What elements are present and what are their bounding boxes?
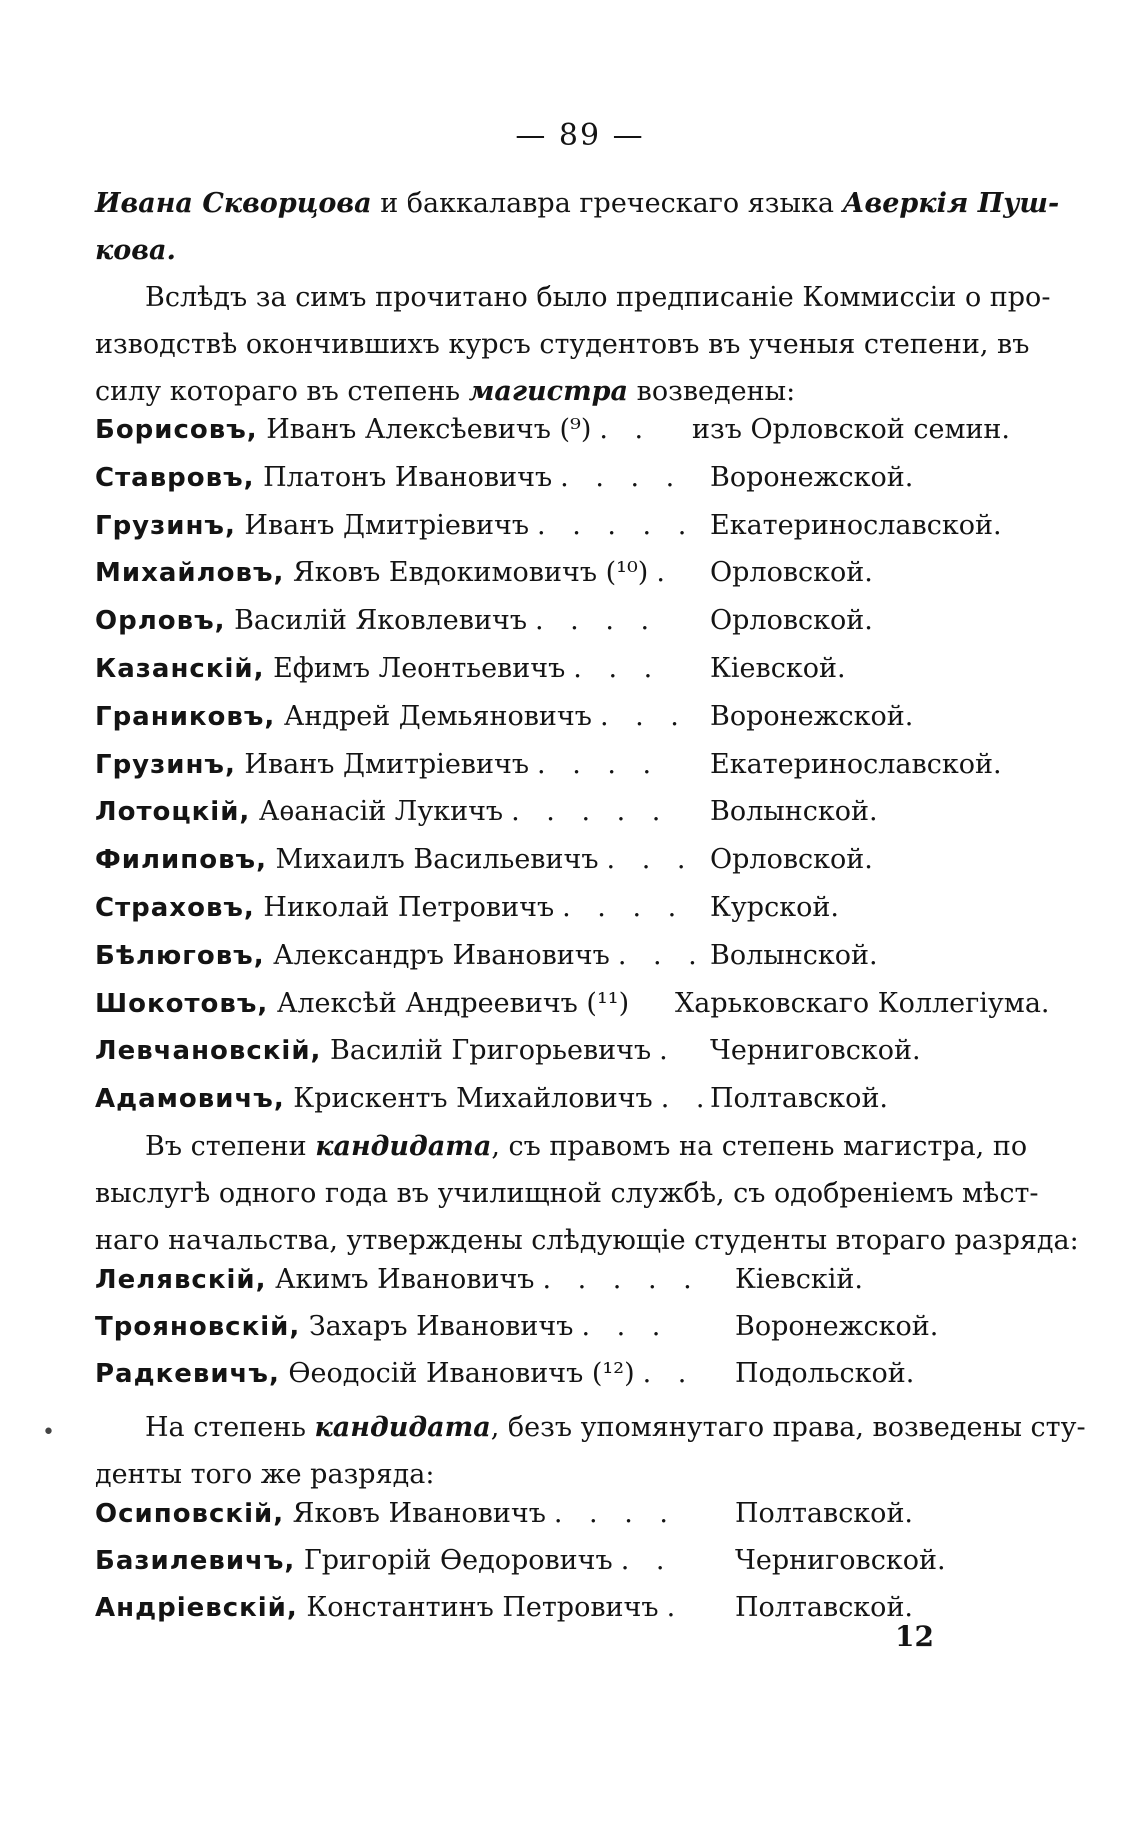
surname: Бѣлюговъ,: [95, 940, 265, 971]
intro-name-1: Ивана Скворцова: [95, 188, 372, 219]
place-of-origin: Подольской.: [735, 1358, 915, 1389]
place-of-origin: Полтавской.: [735, 1592, 914, 1623]
given-name: Ѳеодосій Ивановичъ (¹²): [279, 1358, 635, 1389]
list-entry: [95, 1498, 1075, 1544]
list-entry: [95, 796, 1075, 842]
para3-line-1: [95, 1404, 1086, 1451]
list-entry: [95, 940, 1075, 986]
para1-line-3-post: возведены:: [628, 376, 796, 407]
para2-line-1: [95, 1123, 1028, 1170]
place-of-origin: Полтавской.: [710, 1083, 889, 1115]
leader-dots: . . . .: [562, 892, 686, 923]
leader-dots: . . . . .: [542, 1264, 701, 1295]
place-of-origin: Черниговской.: [710, 1035, 921, 1067]
place-of-origin: Орловской.: [710, 844, 873, 876]
leader-dots: . . . .: [560, 461, 684, 493]
given-name: Александръ Ивановичъ: [264, 939, 610, 971]
place-of-origin: Орловской.: [710, 557, 873, 589]
leader-dots: . .: [660, 1083, 714, 1115]
given-name: Иванъ Дмитріевичъ: [235, 748, 530, 780]
leader-dots: . . .: [581, 1311, 670, 1342]
para3-line-2: денты того же разряда:: [95, 1459, 435, 1490]
given-name: Акимъ Ивановичъ: [266, 1264, 535, 1295]
degree-candidate-2: кандидата: [314, 1412, 491, 1443]
para1-line-3: [95, 368, 995, 415]
list-entry: [95, 1358, 1075, 1404]
leader-dots: .: [659, 1035, 677, 1067]
surname: Осиповскій,: [95, 1499, 285, 1529]
leader-dots: . .: [599, 414, 653, 445]
degree-master: магистра: [468, 376, 629, 407]
given-name: Андрей Демьяновичъ: [275, 700, 592, 732]
surname: Граниковъ,: [95, 701, 276, 732]
place-of-origin: Волынской.: [710, 939, 878, 971]
list-entry: [95, 510, 1075, 556]
surname: Филиповъ,: [95, 845, 267, 876]
leader-dots: [629, 988, 637, 1019]
surname: Базилевичъ,: [95, 1546, 296, 1576]
surname: Левчановскій,: [95, 1036, 322, 1067]
margin-dot: •: [42, 1420, 55, 1445]
given-name: Константинъ Петровичъ: [297, 1592, 659, 1623]
given-name: Михаилъ Васильевичъ: [266, 844, 599, 876]
given-name: Ефимъ Леонтьевичъ: [264, 653, 566, 684]
leader-dots: . . .: [606, 844, 695, 876]
given-name: Иванъ Дмитріевичъ: [235, 509, 530, 541]
given-name: Яковъ Ивановичъ: [284, 1498, 546, 1529]
list-entry: [95, 701, 1075, 747]
intro-line-2: кова.: [95, 235, 176, 266]
place-of-origin: Полтавской.: [735, 1498, 914, 1529]
given-name: Алексѣй Андреевичъ (¹¹): [268, 987, 630, 1019]
candidates-paragraph-1: [95, 1123, 1079, 1264]
list-entry: [95, 557, 1075, 603]
surname: Ставровъ,: [95, 462, 255, 493]
place-of-origin: Воронежской.: [710, 461, 914, 493]
surname: Орловъ,: [95, 606, 226, 637]
para1-line-3-pre: силу котораго въ степень: [95, 376, 469, 407]
leader-dots: . . .: [617, 939, 706, 971]
para3-line-1-post: , безъ упомянутаго права, возведены сту-: [490, 1412, 1086, 1443]
leader-dots: . . . . .: [537, 509, 696, 541]
degree-candidate-1: кандидата: [315, 1131, 492, 1162]
surname: Казанскій,: [95, 654, 265, 684]
para1-line-1: Вслѣдъ за симъ прочитано было предписаніе Коммиссіи о про-: [145, 282, 1051, 313]
leader-dots: .: [666, 1592, 685, 1623]
place-of-origin: Курской.: [710, 892, 839, 923]
intro-name-2: Аверкія Пуш-: [842, 188, 1060, 219]
list-entry: [95, 749, 1075, 795]
para2-line-2: выслугѣ одного года въ училищной службѣ, съ одобреніемъ мѣст-: [95, 1178, 1039, 1209]
given-name: Платонъ Ивановичъ: [254, 461, 553, 493]
intro-mid: и баккалавра греческаго языка: [371, 188, 843, 219]
list-entry: [95, 1264, 1075, 1310]
leader-dots: . .: [642, 1358, 696, 1389]
intro-paragraph: [95, 180, 1060, 274]
leader-dots: . .: [620, 1545, 674, 1576]
given-name: Василій Яковлевичъ: [225, 605, 527, 637]
place-of-origin: Кіевской.: [710, 653, 846, 684]
surname: Михайловъ,: [95, 558, 285, 589]
surname: Грузинъ,: [95, 749, 236, 780]
para2-line-1-post: , съ правомъ на степень магистра, по: [491, 1131, 1028, 1162]
list-entry: [95, 1035, 1075, 1081]
given-name: Николай Петровичъ: [254, 892, 555, 923]
list-entry: [95, 988, 1075, 1034]
list-entry: [95, 462, 1075, 508]
place-of-origin: Воронежской.: [710, 700, 914, 732]
place-of-origin: Кіевскій.: [735, 1264, 863, 1295]
surname: Страховъ,: [95, 893, 255, 923]
place-of-origin: Харьковскаго Коллегіума.: [675, 987, 1050, 1019]
leader-dots: . . . .: [537, 748, 661, 780]
leader-dots: .: [656, 557, 674, 589]
list-entry: [95, 1311, 1075, 1357]
para1-line-2: изводствѣ окончившихъ курсъ студентовъ въ ученыя степени, въ: [95, 329, 1030, 360]
masters-paragraph: [95, 274, 1051, 415]
signature-mark: 12: [895, 1620, 934, 1653]
leader-dots: . . . . .: [511, 796, 670, 828]
surname: Грузинъ,: [95, 510, 236, 541]
given-name: Захаръ Ивановичъ: [300, 1311, 574, 1342]
candidates-paragraph-2: [95, 1404, 1086, 1498]
list-entry: [95, 844, 1075, 890]
given-name: Василій Григорьевичъ: [321, 1035, 652, 1067]
place-of-origin: Екатеринославской.: [710, 748, 1002, 780]
surname: Трояновскій,: [95, 1312, 301, 1342]
place-of-origin: Черниговской.: [735, 1545, 946, 1576]
surname: Лотоцкій,: [95, 797, 251, 828]
place-of-origin: Волынской.: [710, 796, 878, 828]
intro-line-1: [95, 180, 1060, 227]
surname: Андріевскій,: [95, 1593, 298, 1623]
leader-dots: . . . .: [535, 605, 659, 637]
para2-line-3: наго начальства, утверждены слѣдующіе студенты втораго разряда:: [95, 1225, 1079, 1256]
list-entry: [95, 892, 1075, 938]
given-name: Аѳанасій Лукичъ: [250, 796, 504, 828]
place-of-origin: изъ Орловской семин.: [692, 414, 1011, 445]
place-of-origin: Орловской.: [710, 605, 873, 637]
surname: Адамовичъ,: [95, 1084, 285, 1115]
leader-dots: . . .: [573, 653, 662, 684]
leader-dots: . . .: [599, 700, 688, 732]
list-entry: [95, 605, 1075, 651]
surname: Шокотовъ,: [95, 988, 269, 1019]
page-number: — 89 —: [515, 118, 645, 153]
list-entry: [95, 1545, 1075, 1591]
given-name: Григорій Ѳедоровичъ: [295, 1545, 613, 1576]
given-name: Иванъ Алексѣевичъ (⁹): [257, 414, 592, 445]
surname: Борисовъ,: [95, 415, 258, 445]
place-of-origin: Воронежской.: [735, 1311, 939, 1342]
para3-line-1-pre: На степень: [145, 1412, 315, 1443]
surname: Радкевичъ,: [95, 1359, 280, 1389]
list-entry: [95, 653, 1075, 699]
given-name: Крискентъ Михайловичъ: [284, 1083, 653, 1115]
place-of-origin: Екатеринославской.: [710, 509, 1002, 541]
surname: Лелявскій,: [95, 1265, 267, 1295]
leader-dots: . . . .: [553, 1498, 677, 1529]
given-name: Яковъ Евдокимовичъ (¹⁰): [284, 557, 649, 589]
para2-line-1-pre: Въ степени: [145, 1131, 316, 1162]
list-entry: [95, 414, 1075, 460]
